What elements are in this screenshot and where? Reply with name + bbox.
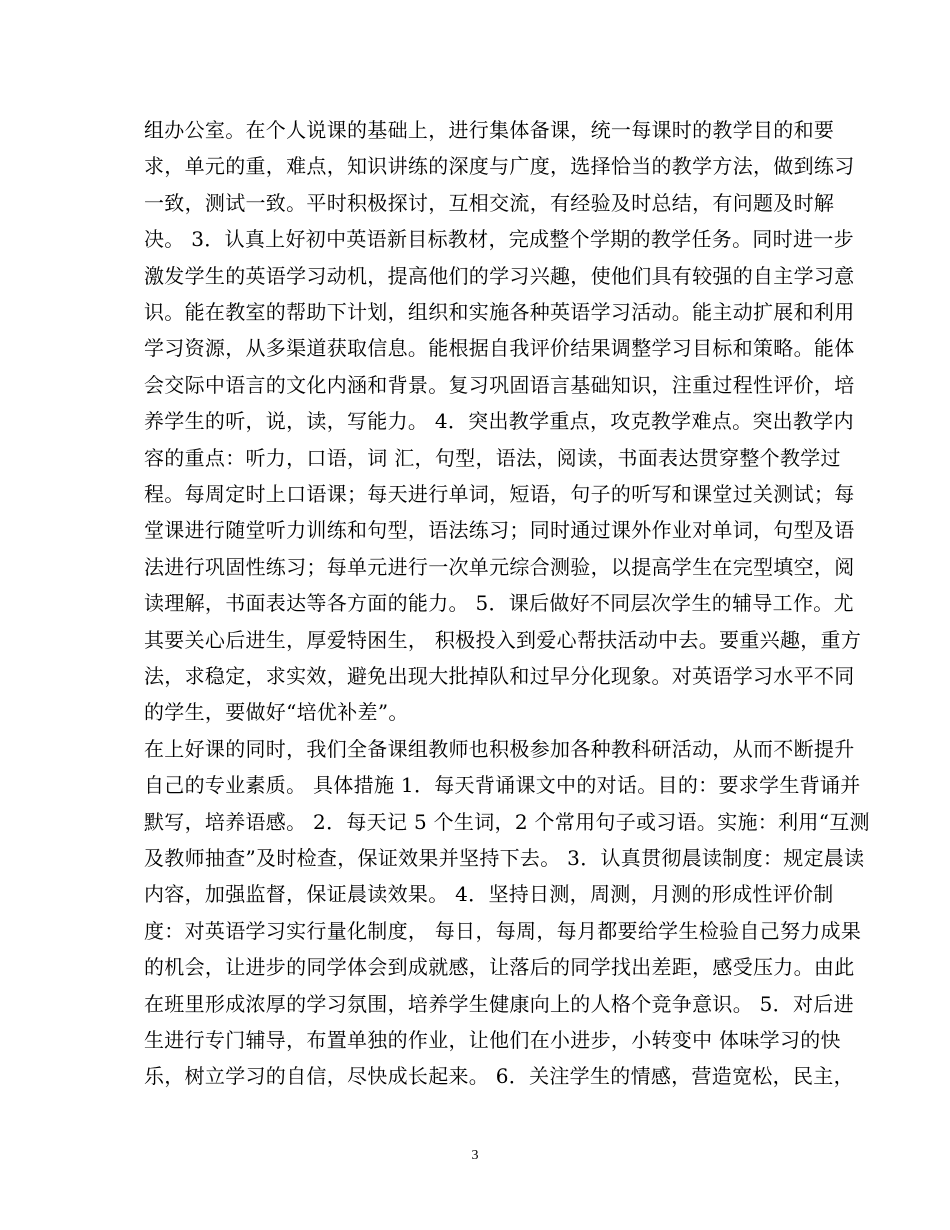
- text-line: 生进行专门辅导，布置单独的作业，让他们在小进步，小转变中 体味学习的快: [144, 1028, 841, 1052]
- text-line: 读理解，书面表达等各方面的能力。 5．课后做好不同层次学生的辅导工作。尤: [144, 591, 854, 616]
- page-number: 3: [471, 1148, 479, 1163]
- text-line: 其要关心后进生，厚爱特困生， 积极投入到爱心帮扶活动中去。要重兴趣，重方: [144, 627, 862, 652]
- text-line: 组办公室。在个人说课的基础上，进行集体备课，统一每课时的教学目的和要: [144, 118, 835, 142]
- text-line: 在上好课的同时，我们全备课组教师也积极参加各种教科研活动，从而不断提升: [144, 736, 855, 761]
- text-line: 程。每周定时上口语课；每天进行单词，短语，句子的听写和课堂过关测试；每: [144, 482, 855, 506]
- text-line: 识。能在教室的帮助下计划，组织和实施各种英语学习活动。能主动扩展和利用: [144, 300, 855, 324]
- text-line: 养学生的听，说，读，写能力。 4．突出教学重点，攻克教学难点。突出教学内: [144, 409, 854, 434]
- text-line: 度：对英语学习实行量化制度， 每日，每周，每月都要给学生检验自己努力成果: [144, 918, 862, 943]
- text-line: 默写，培养语感。 2．每天记 5 个生词，2 个常用句子或习语。实施：利用“互测: [144, 809, 870, 834]
- text-line: 自己的专业素质。 具体措施 1．每天背诵课文中的对话。目的：要求学生背诵并: [144, 773, 861, 798]
- text-line: 激发学生的英语学习动机，提高他们的学习兴趣，使他们具有较强的自主学习意: [144, 263, 855, 288]
- text-line: 决。 3．认真上好初中英语新目标教材，完成整个学期的教学任务。同时进一步: [144, 227, 854, 252]
- text-line: 乐，树立学习的自信，尽快成长起来。 6．关注学生的情感，营造宽松，民主，: [144, 1064, 854, 1089]
- text-line: 的机会，让进步的同学体会到成就感，让落后的同学找出差距，感受压力。由此: [144, 955, 855, 980]
- text-line: 法，求稳定，求实效，避免出现大批掉队和过早分化现象。对英语学习水平不同: [144, 664, 855, 688]
- text-line: 学习资源，从多渠道获取信息。能根据自我评价结果调整学习目标和策略。能体: [144, 336, 855, 361]
- text-line: 一致，测试一致。平时积极探讨，互相交流，有经验及时总结，有问题及时解: [144, 190, 835, 215]
- text-line: 容的重点：听力，口语，词 汇，句型，语法，阅读，书面表达贯穿整个教学过: [144, 445, 841, 470]
- text-line: 堂课进行随堂听力训练和句型，语法练习；同时通过课外作业对单词，句型及语: [144, 518, 855, 543]
- text-line: 及教师抽查”及时检查，保证效果并坚持下去。 3．认真贯彻晨读制度：规定晨读: [144, 846, 865, 870]
- text-line: 在班里形成浓厚的学习氛围，培养学生健康向上的人格个竞争意识。 5．对后进: [144, 991, 854, 1016]
- text-line: 求，单元的重，难点，知识讲练的深度与广度，选择恰当的教学方法，做到练习: [144, 154, 855, 179]
- text-line: 会交际中语言的文化内涵和背景。复习巩固语言基础知识，注重过程性评价，培: [144, 372, 855, 397]
- text-line: 的学生，要做好“培优补差”。: [144, 700, 409, 725]
- text-line: 内容，加强监督，保证晨读效果。 4．坚持日测，周测，月测的形成性评价制: [144, 882, 834, 907]
- text-line: 法进行巩固性练习；每单元进行一次单元综合测验，以提高学生在完型填空，阅: [144, 554, 855, 579]
